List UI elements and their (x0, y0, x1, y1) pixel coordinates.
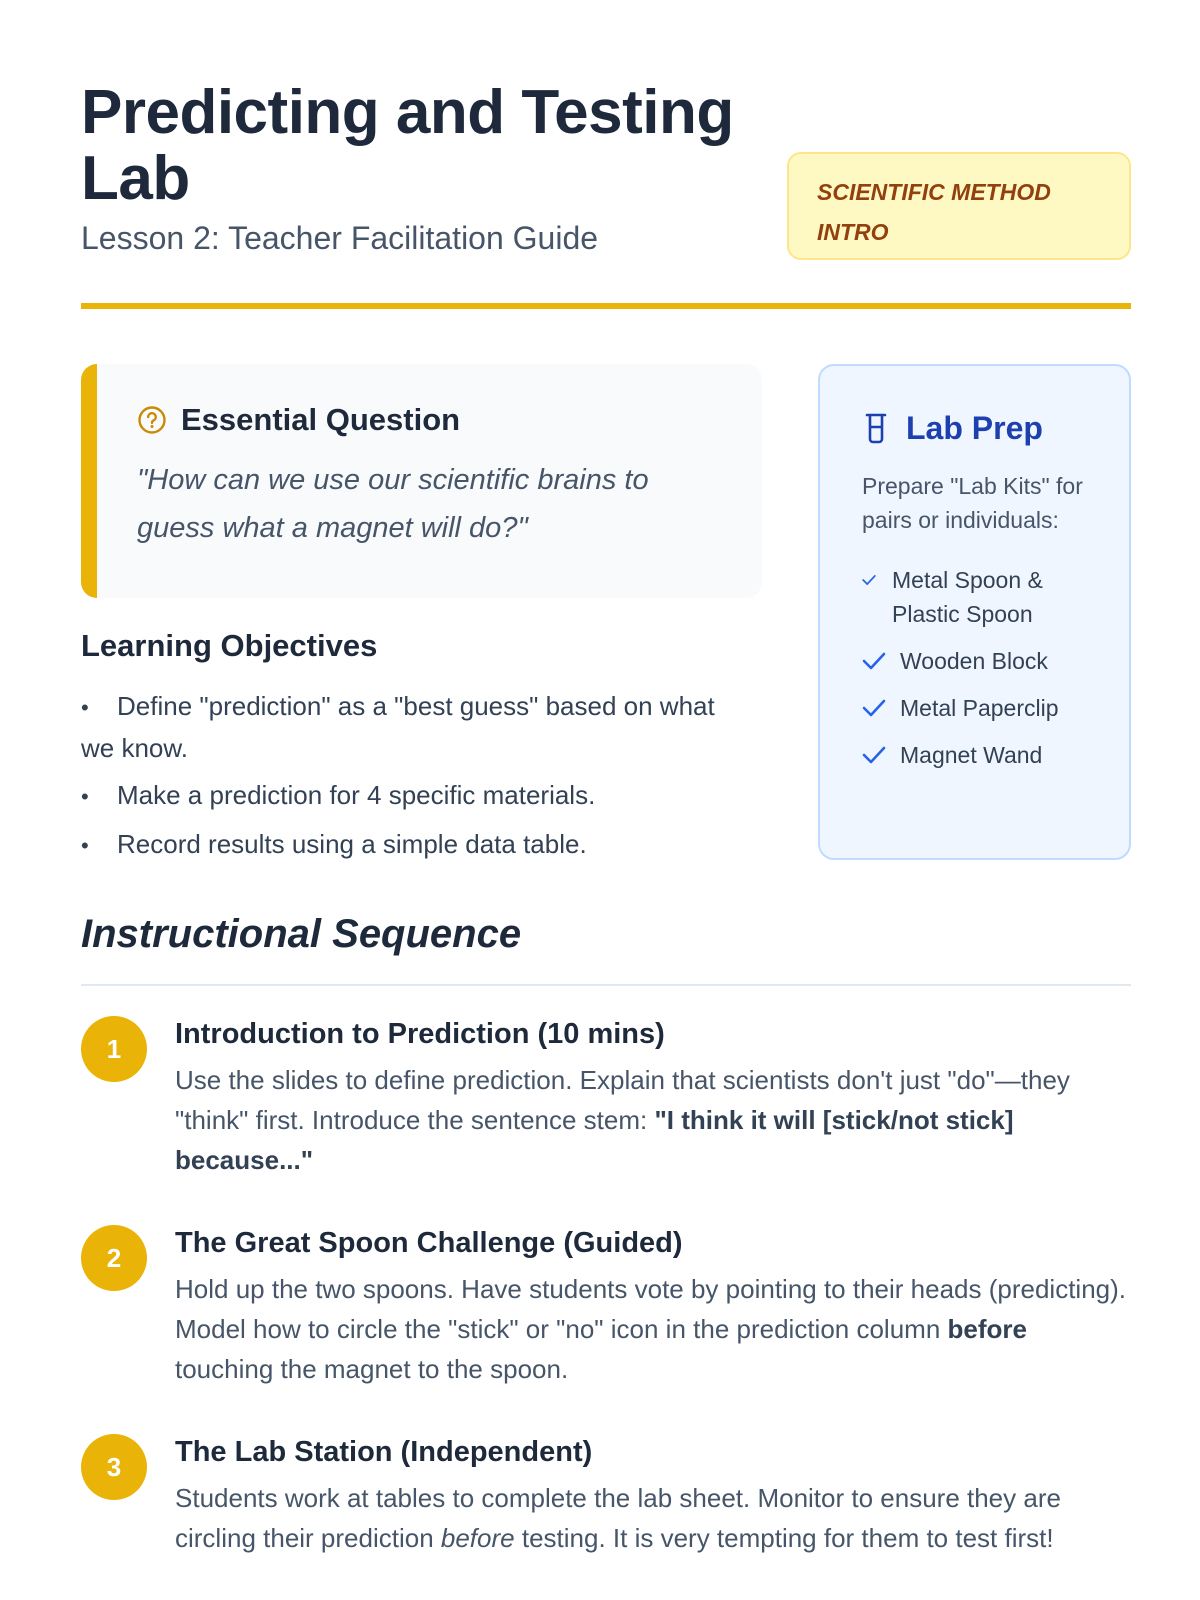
lab-prep-title: Lab Prep (906, 410, 1043, 446)
lesson-guide-page (81, 0, 1131, 1600)
list-item: Metal Spoon & Plastic Spoon (862, 563, 1089, 631)
check-icon (862, 691, 900, 725)
check-icon (862, 644, 900, 678)
essential-question-card (81, 364, 762, 598)
step-number-badge: 1 (81, 1016, 147, 1082)
essential-question-text: "How can we use our scientific brains to guess what a magnet will do?" (137, 464, 649, 544)
lab-prep-intro: Prepare "Lab Kits" for pairs or individuals: (862, 473, 1083, 533)
check-icon (862, 563, 892, 597)
step-description: Hold up the two spoons. Have students vote by pointing to their heads (predicting). Model how to circle the "stick" or "no" icon in the prediction column before touching the magnet to the spoon. (175, 1274, 1127, 1384)
essential-question-title: Essential Question (181, 402, 461, 437)
learning-objectives-list (81, 686, 741, 873)
question-circle-icon (137, 405, 167, 435)
step-number-badge: 2 (81, 1225, 147, 1291)
step-title: The Great Spoon Challenge (Guided) (175, 1227, 683, 1259)
page-subtitle: Lesson 2: Teacher Facilitation Guide (81, 220, 599, 256)
step-number-badge: 3 (81, 1434, 147, 1500)
list-item: • Make a prediction for 4 specific materials. (81, 780, 596, 810)
step-title: The Lab Station (Independent) (175, 1436, 593, 1468)
page-title: Predicting and Testing Lab (81, 78, 734, 213)
lab-prep-card (818, 364, 1131, 860)
learning-objectives-title: Learning Objectives (81, 628, 378, 663)
header-divider (81, 303, 1131, 309)
step-description: Use the slides to define prediction. Explain that scientists don't just "do"—they "think" first. Introduce the sentence stem: "I think it will [stick/not stick] because..." (175, 1065, 1070, 1175)
list-item: Wooden Block (862, 644, 1089, 678)
list-item: Magnet Wand (862, 738, 1089, 772)
lab-prep-list (862, 563, 1089, 772)
sequence-divider (81, 984, 1131, 986)
topic-badge: SCIENTIFIC METHOD INTRO (787, 152, 1131, 260)
list-item: • Define "prediction" as a "best guess" based on what we know. (81, 691, 715, 763)
check-icon (862, 738, 900, 772)
beaker-icon (862, 413, 890, 445)
list-item: • Record results using a simple data table. (81, 829, 587, 859)
step-description: Students work at tables to complete the lab sheet. Monitor to ensure they are circling their prediction before testing. It is very tempting for them to test first! (175, 1483, 1061, 1553)
list-item: Metal Paperclip (862, 691, 1089, 725)
sequence-title: Instructional Sequence (81, 912, 522, 956)
step-title: Introduction to Prediction (10 mins) (175, 1018, 665, 1050)
